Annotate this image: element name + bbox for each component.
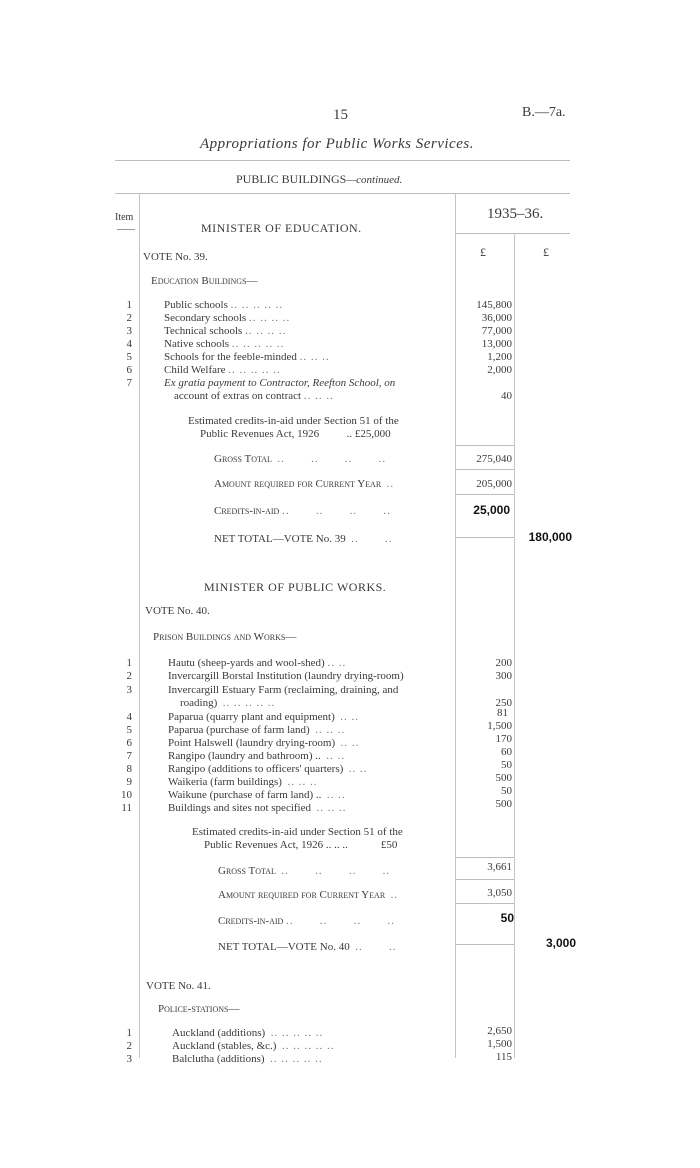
amount-required-value: 205,000 — [476, 478, 512, 490]
gross-total-label: Gross Total .. .. .. .. — [214, 453, 387, 465]
item-column-divider — [139, 193, 140, 1058]
credits-in-aid-label: Credits-in-aid .. .. .. .. — [218, 915, 395, 927]
credits-in-aid-note-continued: Public Revenues Act, 1926 .. .. .. £50 — [204, 839, 398, 851]
item-description: Child Welfare .. .. .. .. .. — [164, 364, 281, 376]
gross-total-under-rule — [456, 879, 514, 880]
item-amount: 2,650 — [487, 1025, 512, 1037]
item-number: 8 — [126, 763, 132, 775]
item-description: Waikeria (farm buildings) .. .. .. — [168, 776, 318, 788]
item-amount: 77,000 — [481, 325, 512, 337]
item-description: Hautu (sheep-yards and wool-shed) .. .. — [168, 657, 347, 669]
item-number: 1 — [126, 299, 132, 311]
item-description: Auckland (additions) .. .. .. .. .. — [172, 1027, 324, 1039]
item-number: 7 — [126, 377, 132, 389]
item-amount: 1,500 — [487, 720, 512, 732]
item-amount: 40 — [501, 390, 512, 402]
amount-required-label: Amount required for Current Year .. — [218, 889, 399, 901]
credits-in-aid-label: Credits-in-aid .. .. .. .. — [214, 505, 391, 517]
item-header-underline — [117, 229, 135, 230]
vote-41-heading: VOTE No. 41. — [146, 980, 211, 992]
item-amount: 36,000 — [481, 312, 512, 324]
item-number: 6 — [126, 737, 132, 749]
vote-39-heading: VOTE No. 39. — [143, 251, 208, 263]
gross-total-value: 3,661 — [487, 861, 512, 873]
minister-public-works-heading: MINISTER OF PUBLIC WORKS. — [204, 580, 387, 594]
minister-education-heading: MINISTER OF EDUCATION. — [201, 221, 362, 235]
net-total-label: NET TOTAL—VOTE No. 39 .. .. — [214, 533, 393, 545]
item-description: Ex gratia payment to Contractor, Reefton School, on — [164, 377, 396, 389]
item-description-continued: account of extras on contract .. .. .. — [174, 390, 334, 402]
item-description: Waikune (purchase of farm land) .. .. .. — [168, 789, 346, 801]
page-title: Appropriations for Public Works Services. — [200, 136, 474, 152]
item-description: Paparua (quarry plant and equipment) .. .. — [168, 711, 360, 723]
subtitle-continued: —continued. — [346, 174, 403, 186]
item-amount: 300 — [495, 670, 512, 682]
net-total-value: 3,000 — [545, 936, 576, 950]
credits-in-aid-value: 50 — [500, 911, 514, 925]
item-description: Point Halswell (laundry drying-room) .. .. — [168, 737, 360, 749]
item-number: 3 — [126, 325, 132, 337]
amount-required-rule — [456, 903, 514, 904]
item-amount: 1,200 — [487, 351, 512, 363]
item-description: Native schools .. .. .. .. .. — [164, 338, 285, 350]
amount-required-rule — [456, 494, 514, 495]
net-total-rule — [456, 537, 514, 538]
net-total-value: 180,000 — [528, 530, 572, 544]
title-rule — [115, 160, 570, 161]
item-number: 5 — [126, 351, 132, 363]
item-number: 3 — [126, 684, 132, 696]
document-reference: B.—7a. — [522, 105, 566, 120]
pound-header-1: £ — [480, 245, 486, 259]
item-description: Rangipo (additions to officers' quarters) .. .. — [168, 763, 368, 775]
item-amount: 500 — [495, 798, 512, 810]
item-amount: 81 — [497, 707, 508, 719]
gross-total-label: Gross Total .. .. .. .. — [218, 865, 391, 877]
item-description: Auckland (stables, &c.) .. .. .. .. .. — [172, 1040, 335, 1052]
pound-header-2: £ — [543, 245, 549, 259]
credits-in-aid-note: Estimated credits-in-aid under Section 51 of the — [188, 415, 399, 427]
item-amount: 250 — [495, 697, 512, 709]
item-description: Technical schools .. .. .. .. — [164, 325, 287, 337]
amount-column-divider-mid — [514, 233, 515, 1058]
gross-total-value: 275,040 — [476, 453, 512, 465]
item-description: Schools for the feeble-minded .. .. .. — [164, 351, 330, 363]
credits-in-aid-note: Estimated credits-in-aid under Section 51 of the — [192, 826, 403, 838]
item-description: Invercargill Estuary Farm (reclaiming, draining, and — [168, 684, 399, 696]
table-top-rule — [115, 193, 570, 194]
net-total-label: NET TOTAL—VOTE No. 40 .. .. — [218, 941, 397, 953]
item-number: 11 — [121, 802, 132, 814]
item-description: Secondary schools .. .. .. .. — [164, 312, 291, 324]
amount-column-divider-left — [455, 193, 456, 1058]
item-number: 6 — [126, 364, 132, 376]
item-number: 1 — [126, 1027, 132, 1039]
item-amount: 2,000 — [487, 364, 512, 376]
item-amount: 170 — [495, 733, 512, 745]
police-stations-heading: Police-stations— — [158, 1003, 240, 1015]
item-amount: 200 — [495, 657, 512, 669]
item-number: 1 — [126, 657, 132, 669]
item-number: 2 — [126, 670, 132, 682]
item-number: 2 — [126, 1040, 132, 1052]
item-number: 7 — [126, 750, 132, 762]
item-number: 4 — [126, 338, 132, 350]
item-number: 5 — [126, 724, 132, 736]
page-number: 15 — [333, 107, 348, 123]
item-amount: 60 — [501, 746, 512, 758]
education-buildings-heading: Education Buildings— — [151, 275, 258, 287]
prison-buildings-heading: Prison Buildings and Works— — [153, 631, 297, 643]
credits-in-aid-value: 25,000 — [473, 503, 510, 517]
vote-40-heading: VOTE No. 40. — [145, 605, 210, 617]
item-amount: 145,800 — [476, 299, 512, 311]
item-number: 4 — [126, 711, 132, 723]
item-amount: 50 — [501, 785, 512, 797]
gross-total-under-rule — [456, 469, 514, 470]
subtitle-main: PUBLIC BUILDINGS — [236, 172, 347, 186]
item-amount: 50 — [501, 759, 512, 771]
item-description: Buildings and sites not specified .. .. .. — [168, 802, 347, 814]
year-column-header: 1935–36. — [487, 206, 544, 222]
item-number: 9 — [126, 776, 132, 788]
item-description: Balclutha (additions) .. .. .. .. .. — [172, 1053, 323, 1065]
item-number: 2 — [126, 312, 132, 324]
item-amount: 500 — [495, 772, 512, 784]
net-total-rule — [456, 944, 514, 945]
item-description: Invercargill Borstal Institution (laundry drying-room) — [168, 670, 404, 682]
item-description: Rangipo (laundry and bathroom) .. .. .. — [168, 750, 345, 762]
item-description: Public schools .. .. .. .. .. — [164, 299, 284, 311]
amount-required-label: Amount required for Current Year .. — [214, 478, 395, 490]
section-subtitle — [236, 172, 402, 187]
item-description-continued: roading) .. .. .. .. .. — [180, 697, 276, 709]
item-amount: 115 — [495, 1051, 512, 1063]
item-number: 10 — [121, 789, 132, 801]
gross-total-rule — [456, 857, 514, 858]
item-amount: 1,500 — [487, 1038, 512, 1050]
credits-in-aid-note-continued: Public Revenues Act, 1926 .. £25,000 — [200, 428, 391, 440]
item-column-header: Item — [115, 212, 134, 223]
amount-required-value: 3,050 — [487, 887, 512, 899]
item-amount: 13,000 — [481, 338, 512, 350]
year-header-rule — [455, 233, 570, 234]
gross-total-rule — [456, 445, 514, 446]
item-number: 3 — [126, 1053, 132, 1065]
item-description: Paparua (purchase of farm land) .. .. .. — [168, 724, 346, 736]
